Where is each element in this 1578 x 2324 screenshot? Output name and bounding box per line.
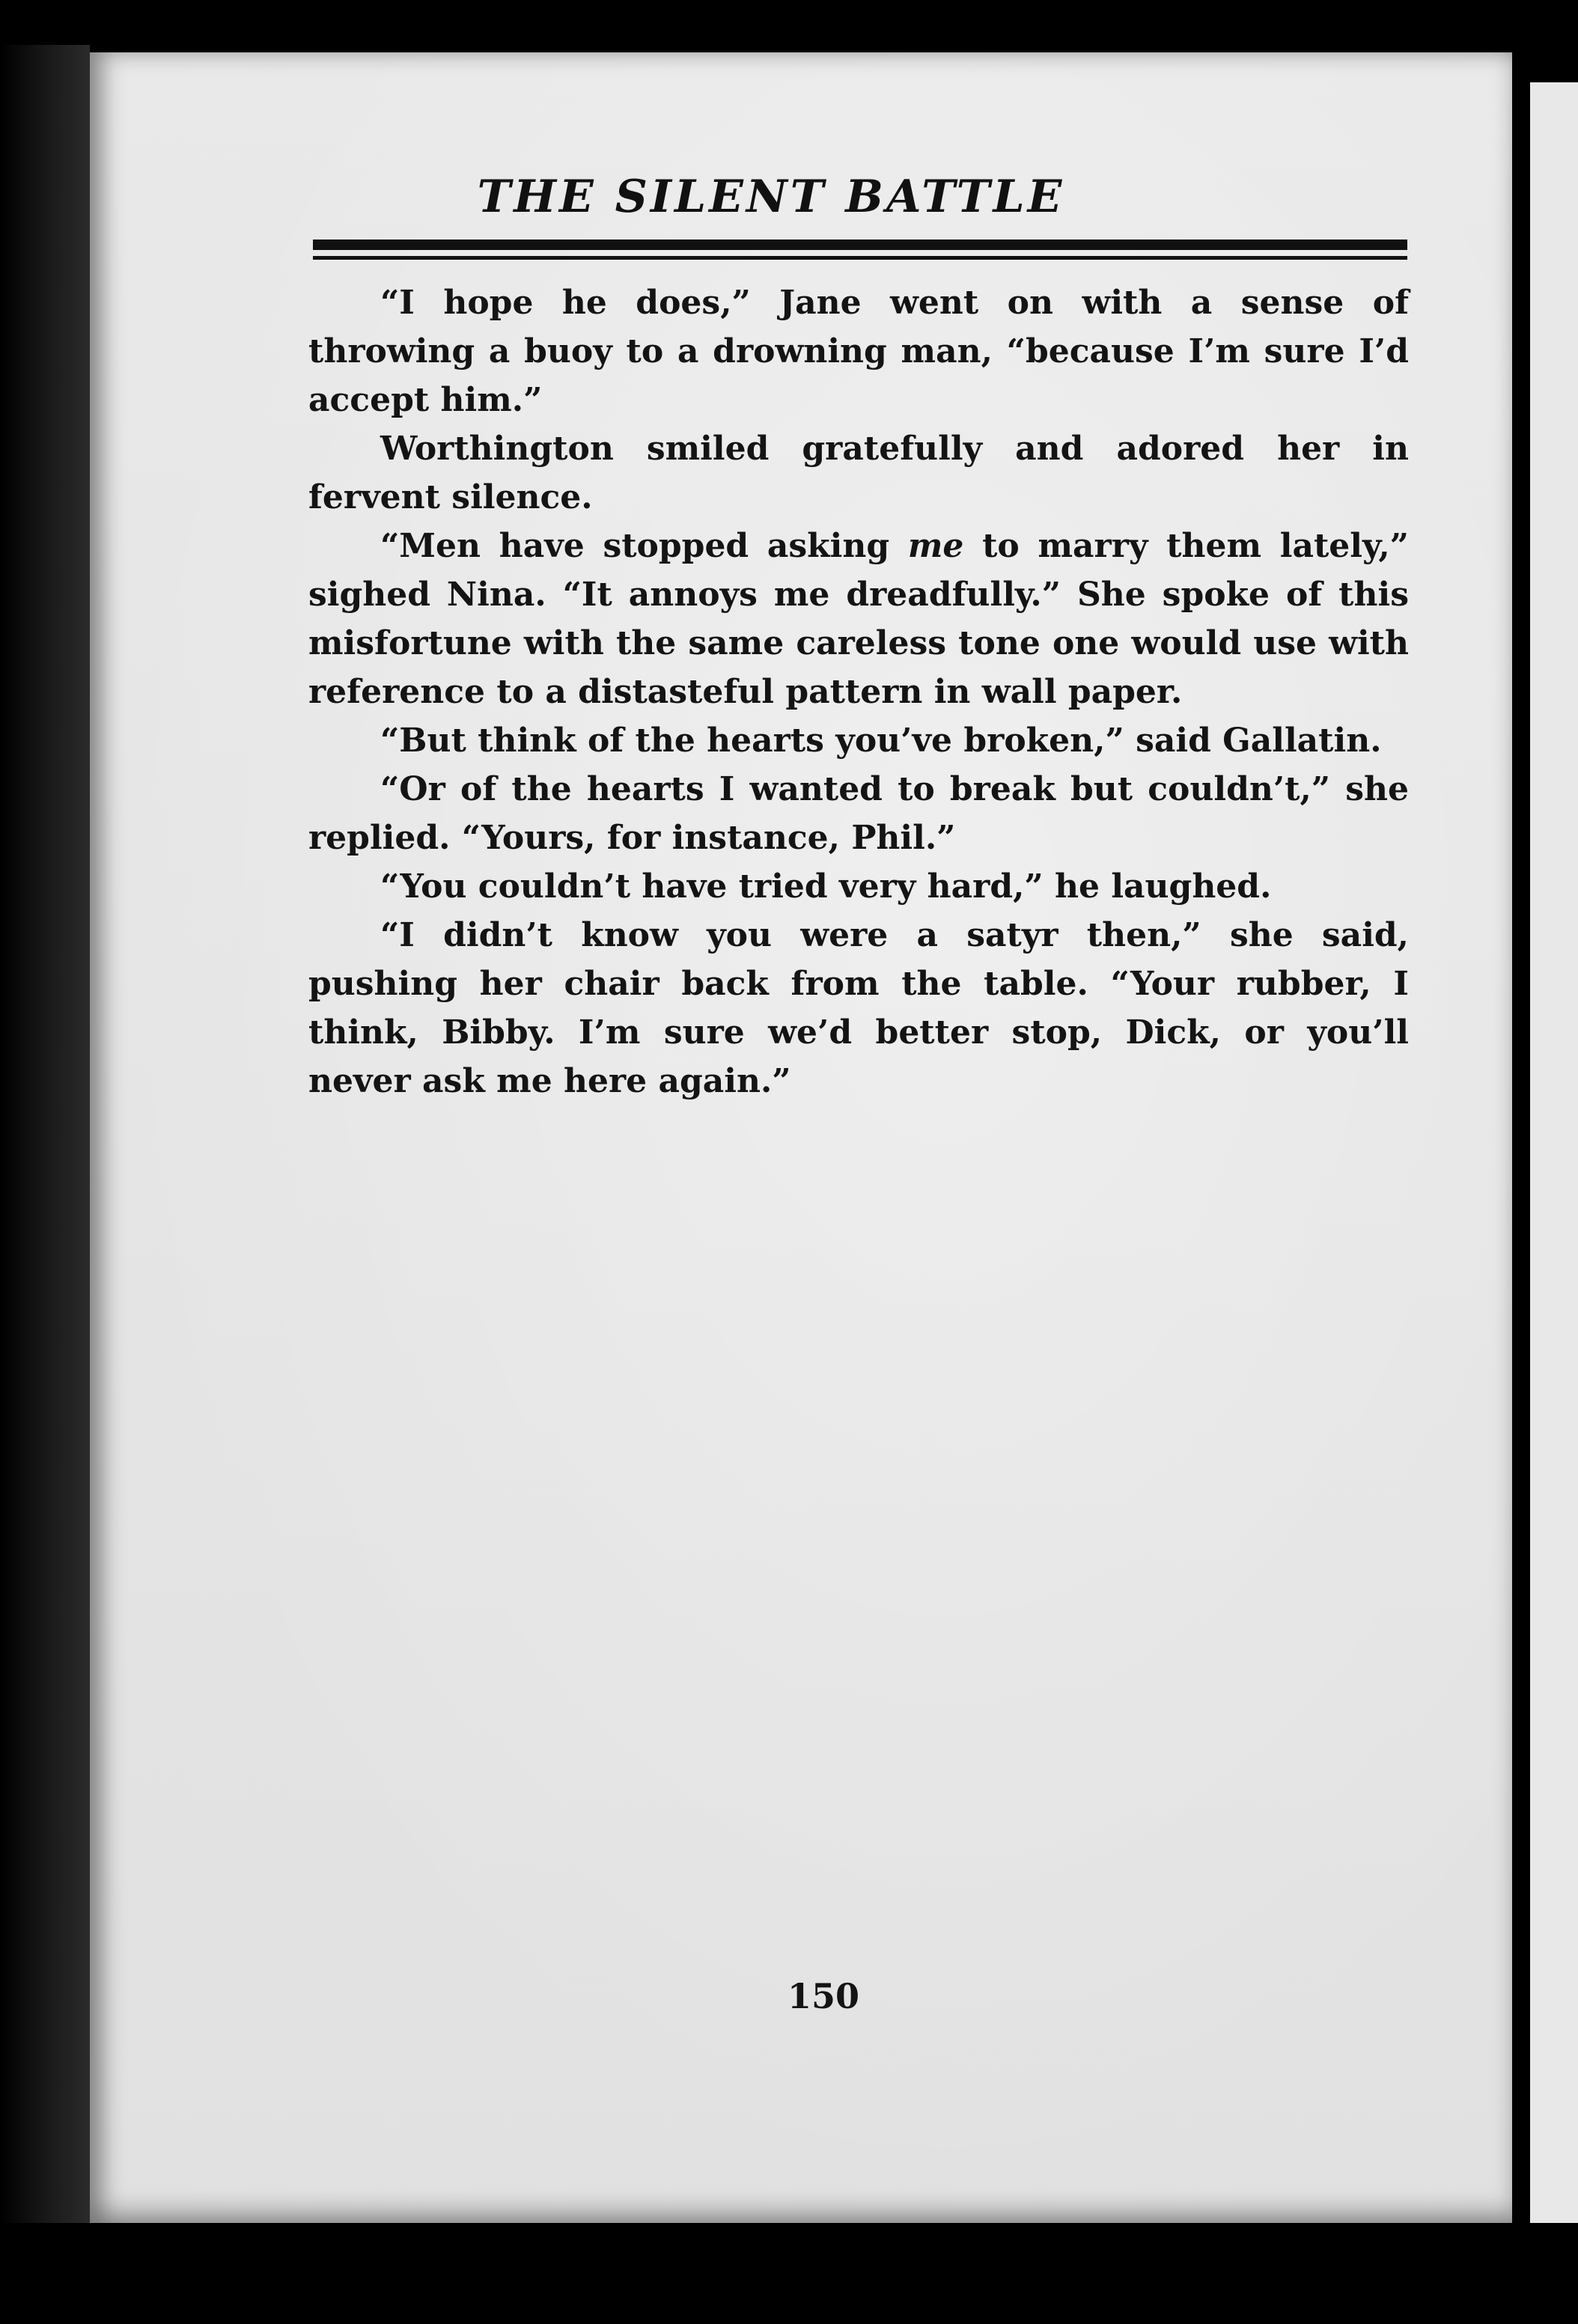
page-number: 150 <box>787 1976 860 2016</box>
page-gutter-edge <box>1512 90 1530 2245</box>
paragraph: “Men have stopped asking me to marry them lately,” sighed Nina. “It annoys me dreadfully.” She spoke of this misfortune with the same careless tone one would use with reference to a distasteful pattern in wall paper. <box>308 527 1409 711</box>
paragraph: “I hope he does,” Jane went on with a sense of throwing a buoy to a drowning man, “because I’m sure I’d accept him.” <box>308 284 1409 419</box>
facing-page-strip <box>1530 82 1578 2253</box>
header-rule-thick <box>313 240 1407 250</box>
paragraph: “Or of the hearts I wanted to break but couldn’t,” she replied. “Yours, for instance, Phil.” <box>308 770 1409 857</box>
header-rule-thin <box>313 256 1407 260</box>
paragraph: “I didn’t know you were a satyr then,” she said, pushing her chair back from the table. “Your rubber, I think, Bibby. I’m sure we’d better stop, Dick, or you’ll never ask me here again.” <box>308 916 1409 1100</box>
emphasized-word: me <box>907 527 964 565</box>
paragraph: Worthington smiled gratefully and adored her in fervent silence. <box>308 430 1409 516</box>
body-text <box>308 278 1409 1105</box>
scan-bottom-border <box>0 2223 1578 2324</box>
paragraph: “But think of the hearts you’ve broken,” said Gallatin. <box>380 722 1382 760</box>
book-spine-shadow <box>0 45 90 2283</box>
paragraph: “You couldn’t have tried very hard,” he laughed. <box>380 867 1272 906</box>
running-head: THE SILENT BATTLE <box>477 171 1065 223</box>
